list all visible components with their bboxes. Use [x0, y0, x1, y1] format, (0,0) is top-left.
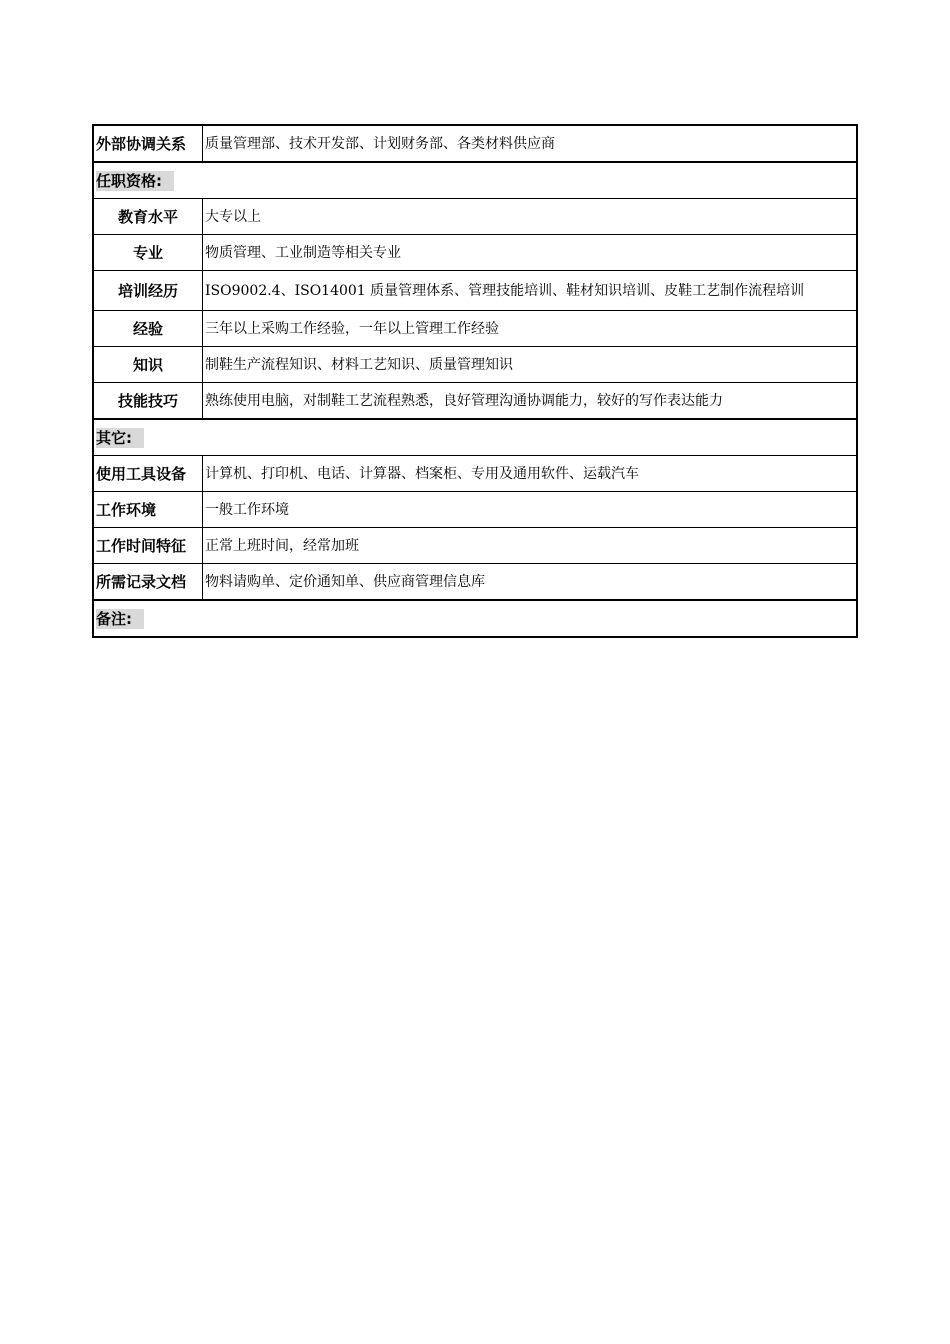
- row-value: 熟练使用电脑，对制鞋工艺流程熟悉，良好管理沟通协调能力，较好的写作表达能力: [203, 383, 858, 420]
- row-label: 使用工具设备: [93, 456, 203, 492]
- row-value: 一般工作环境: [203, 492, 858, 528]
- row-label: 专业: [93, 235, 203, 271]
- row-value: 三年以上采购工作经验，一年以上管理工作经验: [203, 311, 858, 347]
- table-row: [93, 528, 857, 564]
- table-row: [93, 564, 857, 601]
- table-row: [93, 347, 857, 383]
- section-header-row: [93, 600, 857, 637]
- table-row: [93, 311, 857, 347]
- row-value: 制鞋生产流程知识、材料工艺知识、质量管理知识: [203, 347, 858, 383]
- table-row: [93, 235, 857, 271]
- section-header-row: [93, 419, 857, 456]
- table-row: [93, 199, 857, 235]
- row-label: 工作环境: [93, 492, 203, 528]
- table-row: [93, 271, 857, 311]
- row-label: 工作时间特征: [93, 528, 203, 564]
- row-value: ISO9002.4、ISO14001 质量管理体系、管理技能培训、鞋材知识培训、皮鞋工艺制作流程培训: [203, 271, 858, 311]
- row-label: 培训经历: [93, 271, 203, 311]
- section-qualifications: 任职资格:: [93, 162, 857, 199]
- section-notes: 备注:: [93, 600, 857, 637]
- row-label: 技能技巧: [93, 383, 203, 420]
- row-value: 质量管理部、技术开发部、计划财务部、各类材料供应商: [203, 125, 858, 162]
- table-row: [93, 125, 857, 162]
- row-value: 正常上班时间，经常加班: [203, 528, 858, 564]
- table-row: [93, 383, 857, 420]
- row-label: 知识: [93, 347, 203, 383]
- table-row: [93, 492, 857, 528]
- job-description-table: [92, 124, 858, 638]
- row-label: 教育水平: [93, 199, 203, 235]
- section-header-row: [93, 162, 857, 199]
- section-other: 其它:: [93, 419, 857, 456]
- row-value: 物料请购单、定价通知单、供应商管理信息库: [203, 564, 858, 601]
- row-label: 外部协调关系: [93, 125, 203, 162]
- table-row: [93, 456, 857, 492]
- row-value: 大专以上: [203, 199, 858, 235]
- row-value: 物质管理、工业制造等相关专业: [203, 235, 858, 271]
- row-value: 计算机、打印机、电话、计算器、档案柜、专用及通用软件、运载汽车: [203, 456, 858, 492]
- row-label: 所需记录文档: [93, 564, 203, 601]
- row-label: 经验: [93, 311, 203, 347]
